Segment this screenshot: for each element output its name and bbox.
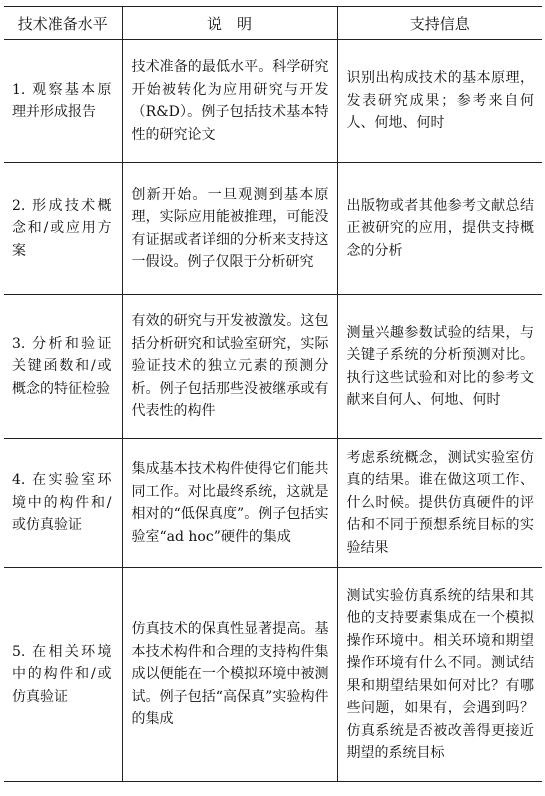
level-cell: 1. 观察基本原理并形成报告 <box>4 40 122 163</box>
support-cell: 识别出构成技术的基本原理，发表研究成果；参考来自何人、何地、何时 <box>337 40 542 163</box>
table-row <box>4 568 542 782</box>
header-level: 技术准备水平 <box>4 7 122 40</box>
level-cell: 4. 在实验室环境中的构件和/或仿真验证 <box>4 439 122 568</box>
description-cell: 仿真技术的保真性显著提高。基本技术构件和合理的支持构件集成以便能在一个模拟环境中被测试。例子包括“高保真”实验构件的集成 <box>122 568 337 782</box>
header-description: 说 明 <box>122 7 337 40</box>
trl-table <box>4 6 542 782</box>
support-cell: 测试实验仿真系统的结果和其他的支持要素集成在一个模拟操作环境中。相关环境和期望操作环境有什么不同。测试结果和期望结果如何对比？有哪些问题，如果有，会遇到吗？仿真系统是否被改善得更接近期望的系统目标 <box>337 568 542 782</box>
level-cell: 2. 形成技术概念和/或应用方案 <box>4 163 122 295</box>
table-row <box>4 163 542 295</box>
support-cell: 测量兴趣参数试验的结果，与关键子系统的分析预测对比。执行这些试验和对比的参考文献来自何人、何地、何时 <box>337 295 542 439</box>
description-cell: 集成基本技术构件使得它们能共同工作。对比最终系统，这就是相对的“低保真度”。例子包括实验室“ad hoc”硬件的集成 <box>122 439 337 568</box>
table-row <box>4 439 542 568</box>
level-cell: 3. 分析和验证关键函数和/或概念的特征检验 <box>4 295 122 439</box>
support-cell: 出版物或者其他参考文献总结正被研究的应用，提供支持概念的分析 <box>337 163 542 295</box>
description-cell: 创新开始。一旦观测到基本原理，实际应用能被推理，可能没有证据或者详细的分析来支持这一假设。例子仅限于分析研究 <box>122 163 337 295</box>
table-header-row <box>4 7 542 40</box>
table-row <box>4 295 542 439</box>
table-row <box>4 40 542 163</box>
header-support: 支持信息 <box>337 7 542 40</box>
description-cell: 有效的研究与开发被激发。这包括分析研究和试验室研究，实际验证技术的独立元素的预测分析。例子包括那些没被继承或有代表性的构件 <box>122 295 337 439</box>
description-cell: 技术准备的最低水平。科学研究开始被转化为应用研究与开发（R&D）。例子包括技术基本特性的研究论文 <box>122 40 337 163</box>
support-cell: 考虑系统概念，测试实验室仿真的结果。谁在做这项工作、什么时候。提供仿真硬件的评估和不同于预想系统目标的实验结果 <box>337 439 542 568</box>
level-cell: 5. 在相关环境中的构件和/或仿真验证 <box>4 568 122 782</box>
